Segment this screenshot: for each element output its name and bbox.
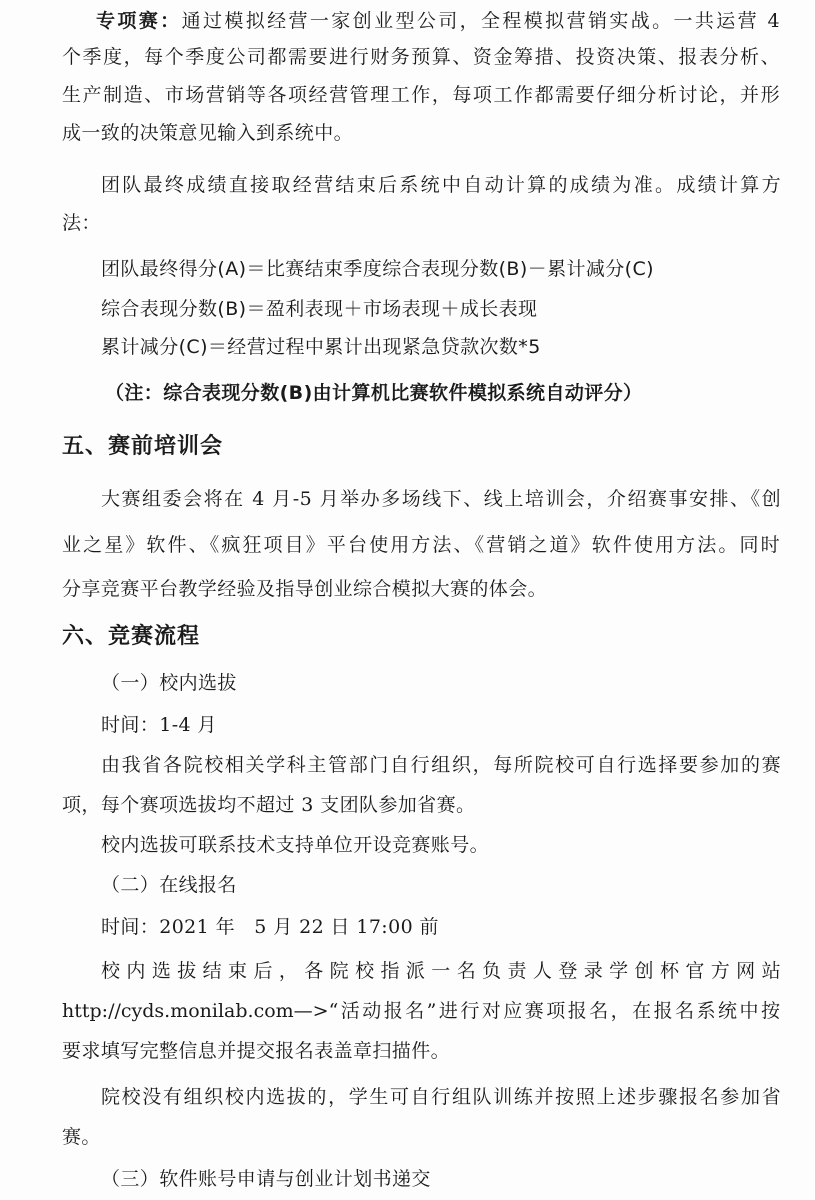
sub-2-p1-line-1: 校内选拔结束后，各院校指派一名负责人登录学创杯官方网站 [101,960,781,982]
section-6-heading: 六、竞赛流程 [62,624,201,649]
sub-1-p2: 校内选拔可联系技术支持单位开设竞赛账号。 [101,834,490,856]
special-event-line-4: 成一致的决策意见输入到系统中。 [62,122,354,144]
section-5-line-1: 大赛组委会将在 4 月-5 月举办多场线下、线上培训会，介绍赛事安排、《创 [101,488,781,510]
special-event-label: 专项赛： [96,10,182,32]
special-event-line-1-text: 通过模拟经营一家创业型公司，全程模拟营销实战。一共运营 4 [181,10,780,32]
section-5-heading: 五、赛前培训会 [62,434,224,459]
sub-1-p1-line-1: 由我省各院校相关学科主管部门自行组织，每所院校可自行选择要参加的赛 [101,754,781,776]
score-note: （注：综合表现分数(B)由计算机比赛软件模拟系统自动评分） [105,382,643,404]
sub-2-p1-line-2: http://cyds.monilab.com—>“活动报名”进行对应赛项报名，在报名系统中按 [62,1000,780,1022]
section-5-line-2: 业之星》软件、《疯狂项目》平台使用方法、《营销之道》软件使用方法。同时 [62,534,780,556]
special-event-line-1 [62,8,780,34]
sub-2-title: （二）在线报名 [101,874,237,896]
section-5-line-3: 分享竞赛平台教学经验及指导创业综合模拟大赛的体会。 [62,578,548,600]
sub-2-p2-line-2: 赛。 [62,1126,101,1148]
sub-2-p1-line-3: 要求填写完整信息并提交报名表盖章扫描件。 [62,1040,451,1062]
sub-1-time: 时间：1-4 月 [101,714,217,736]
special-event-line-2: 个季度，每个季度公司都需要进行财务预算、资金筹措、投资决策、报表分析、 [62,46,780,68]
formula-a: 团队最终得分(A)＝比赛结束季度综合表现分数(B)－累计减分(C) [101,258,654,280]
score-line-2: 法： [62,212,101,234]
formula-b: 综合表现分数(B)＝盈利表现＋市场表现＋成长表现 [101,298,538,320]
score-line-1: 团队最终成绩直接取经营结束后系统中自动计算的成绩为准。成绩计算方 [101,174,781,196]
sub-2-p2-line-1: 院校没有组织校内选拔的，学生可自行组队训练并按照上述步骤报名参加省 [101,1086,781,1108]
formula-c: 累计减分(C)＝经营过程中累计出现紧急贷款次数*5 [101,336,541,358]
sub-1-title: （一）校内选拔 [101,672,237,694]
sub-2-time: 时间：2021 年 5 月 22 日 17:00 前 [101,916,439,938]
sub-1-p1-line-2: 项，每个赛项选拔均不超过 3 支团队参加省赛。 [62,794,476,816]
special-event-line-3: 生产制造、市场营销等各项经营管理工作，每项工作都需要仔细分析讨论，并形 [62,84,780,106]
sub-3-title: （三）软件账号申请与创业计划书递交 [101,1168,431,1190]
